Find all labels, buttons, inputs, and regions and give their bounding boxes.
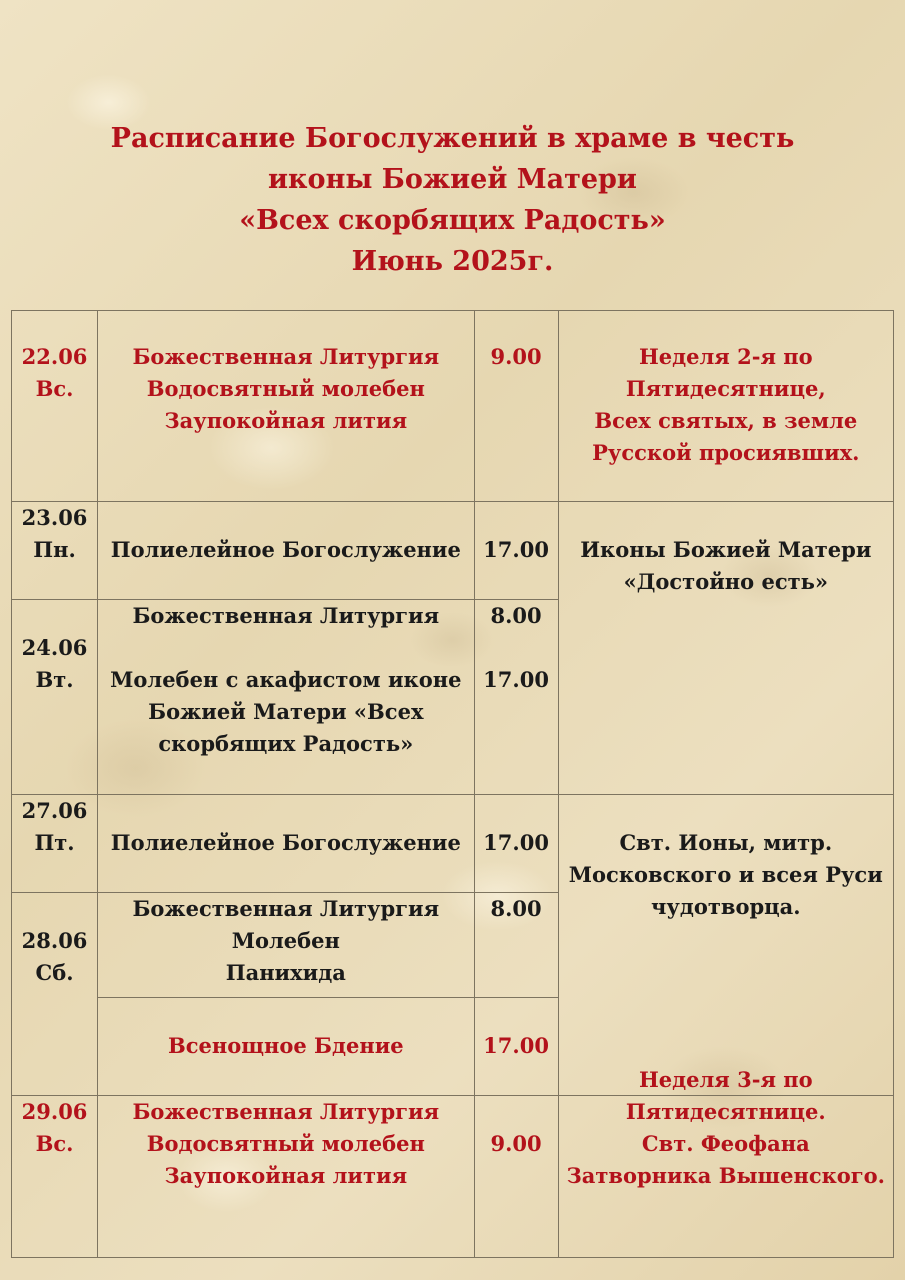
service-item: Молебен с акафистом иконе: [110, 667, 462, 692]
time-cell: [474, 311, 558, 502]
weekday: Вс.: [35, 1131, 74, 1156]
service-item: Молебен: [231, 928, 340, 953]
time-cell: [474, 600, 558, 795]
table-row: [12, 502, 894, 600]
feast-cell: [558, 311, 893, 502]
service-time: 8.00: [490, 896, 542, 921]
table-row: [12, 795, 894, 893]
schedule-table: [11, 310, 894, 1258]
date-cell: [12, 311, 98, 502]
title-line-1: Расписание Богослужений в храме в честь: [110, 123, 795, 154]
table-row: [12, 1096, 894, 1258]
feast-line: Неделя 3-я по: [638, 1067, 813, 1092]
feast-line: Свт. Феофана: [641, 1131, 810, 1156]
service-time: 8.00: [490, 603, 542, 628]
feast-line: Русской просиявших.: [592, 440, 860, 465]
table-row: [12, 311, 894, 502]
date-cell: [12, 600, 98, 795]
date-cell: [12, 502, 98, 600]
service-cell: [98, 893, 474, 998]
service-item: Божественная Литургия: [132, 1099, 440, 1124]
weekday: Вт.: [35, 667, 74, 692]
service-item: Панихида: [225, 960, 346, 985]
service-time: 9.00: [490, 344, 542, 369]
service-cell: [98, 311, 474, 502]
service-time: 9.00: [490, 1131, 542, 1156]
title-line-4: Июнь 2025г.: [351, 246, 554, 277]
time-cell: [474, 893, 558, 998]
feast-line: Всех святых, в земле: [594, 408, 858, 433]
date: 23.06: [21, 505, 88, 530]
service-time: 17.00: [483, 667, 549, 692]
service-item: Полиелейное Богослужение: [110, 830, 461, 855]
service-cell: [98, 600, 474, 795]
weekday: Пт.: [34, 830, 75, 855]
time-cell: [474, 1096, 558, 1258]
date-cell: [12, 893, 98, 1096]
service-item: скорбящих Радость»: [158, 731, 414, 756]
weekday: Вс.: [35, 376, 74, 401]
service-cell: [98, 795, 474, 893]
service-cell: [98, 502, 474, 600]
feast-line: Затворника Вышенского.: [566, 1163, 885, 1188]
feast-cell: [558, 502, 893, 795]
feast-line: Иконы Божией Матери: [580, 537, 872, 562]
service-cell: [98, 1096, 474, 1258]
service-item: Водосвятный молебен: [146, 376, 425, 401]
time-cell: [474, 795, 558, 893]
spacer: [98, 632, 473, 664]
feast-line: чудотворца.: [651, 894, 801, 919]
schedule-title: [0, 118, 905, 282]
time-cell: [474, 998, 558, 1096]
service-item: Всенощное Бдение: [167, 1033, 404, 1058]
date: 22.06: [21, 344, 88, 369]
feast-line: Пятидесятнице,: [625, 376, 826, 401]
service-item: Полиелейное Богослужение: [110, 537, 461, 562]
service-item: Водосвятный молебен: [146, 1131, 425, 1156]
time-cell: [474, 502, 558, 600]
date-cell: [12, 1096, 98, 1258]
feast-line: Пятидесятнице.: [625, 1099, 826, 1124]
title-line-2: иконы Божией Матери: [268, 164, 637, 195]
service-time: 17.00: [483, 1033, 549, 1058]
service-item: Божественная Литургия: [132, 344, 440, 369]
service-item: Заупокойная лития: [164, 408, 408, 433]
service-item: Заупокойная лития: [164, 1163, 408, 1188]
service-time: 17.00: [483, 537, 549, 562]
service-item: Божественная Литургия: [132, 603, 440, 628]
date-cell: [12, 795, 98, 893]
service-item: Божией Матери «Всех: [148, 699, 424, 724]
date: 28.06: [21, 928, 88, 953]
service-cell: [98, 998, 474, 1096]
feast-line: Свт. Ионы, митр.: [619, 830, 833, 855]
feast-cell: [558, 1067, 893, 1258]
date: 29.06: [21, 1099, 88, 1124]
date: 27.06: [21, 798, 88, 823]
weekday: Пн.: [33, 537, 76, 562]
feast-line: Московского и всея Руси: [568, 862, 883, 887]
feast-line: «Достойно есть»: [623, 569, 829, 594]
feast-cell: [558, 795, 893, 1096]
title-line-3: «Всех скорбящих Радость»: [239, 205, 666, 236]
date: 24.06: [21, 635, 88, 660]
spacer: [475, 632, 558, 664]
feast-line: Неделя 2-я по: [638, 344, 813, 369]
service-item: Божественная Литургия: [132, 896, 440, 921]
service-time: 17.00: [483, 830, 549, 855]
weekday: Сб.: [35, 960, 74, 985]
